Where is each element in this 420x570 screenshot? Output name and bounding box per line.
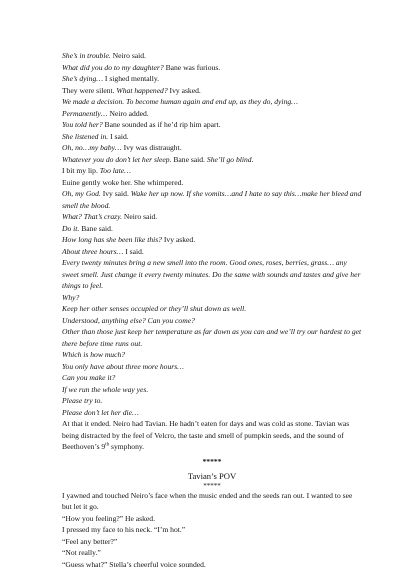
narration: symphony. [109, 442, 144, 451]
narration: They were silent. [62, 86, 116, 95]
text-line: “Guess what?” Stella’s cheerful voice sounded. [62, 559, 362, 570]
text-line: I pressed my face to his neck. “I’m hot.” [62, 524, 362, 536]
text-line [62, 96, 362, 108]
dialogue: Oh, no…my baby… [62, 143, 122, 152]
text-line [62, 303, 362, 315]
dialogue: Oh, my God. [62, 189, 101, 198]
text-paragraph: I yawned and touched Neiro’s face when the music ended and the seeds ran out. I wanted to see but let it go. [62, 490, 362, 513]
narration: Neiro added. [108, 109, 149, 118]
text-paragraph [62, 326, 362, 349]
narration: Ivy asked. [162, 235, 195, 244]
text-line [62, 223, 362, 235]
text-line: “Feel any better?” [62, 536, 362, 548]
text-line [62, 177, 362, 189]
text-line [62, 292, 362, 304]
text-paragraph [62, 257, 362, 292]
narration: Neiro said. [122, 212, 157, 221]
dialogue: She listened in. [62, 132, 108, 141]
dialogue: We made a decision. To become human again and end up, as they do, dying… [62, 97, 298, 106]
text-line [62, 131, 362, 143]
text-paragraph [62, 418, 362, 453]
narration: Ivy was distraught. [122, 143, 182, 152]
dialogue: She’s dying… [62, 74, 103, 83]
dialogue: Which is how much? [62, 350, 125, 359]
narration: Bane said. [79, 224, 113, 233]
text-line: “How you feeling?” He asked. [62, 513, 362, 525]
title-stars: ***** [62, 483, 362, 490]
narration: Bane was furious. [164, 63, 221, 72]
dialogue: Keep her other senses occupied or they’ll shut down as well. [62, 304, 246, 313]
narration: Neiro said. [111, 51, 146, 60]
dialogue: Understood, anything else? Can you come? [62, 316, 195, 325]
ordinal-suffix: th [105, 442, 109, 447]
text-line [62, 384, 362, 396]
narration: I bit my lip. [62, 166, 100, 175]
text-line [62, 73, 362, 85]
dialogue: What happened? [116, 86, 167, 95]
text-line [62, 349, 362, 361]
dialogue: Every twenty minutes bring a new smell into the room. Good ones, roses, berries, grass… any sweet smell. Just change it every twenty minutes. Do the same with sounds and tastes and give her things to feel. [62, 258, 360, 290]
story-text [62, 50, 362, 570]
text-line [62, 395, 362, 407]
dialogue: How long has she been like this? [62, 235, 162, 244]
text-line [62, 407, 362, 419]
text-line [62, 85, 362, 97]
dialogue: If we run the whole way yes. [62, 385, 148, 394]
section-title: Tavian’s POV [62, 471, 362, 483]
narration: Bane sounded as if he’d rip him apart. [103, 120, 221, 129]
text-line [62, 50, 362, 62]
text-line [62, 142, 362, 154]
narration: I said. [108, 132, 128, 141]
dialogue: What? That’s crazy. [62, 212, 122, 221]
text-line [62, 234, 362, 246]
text-paragraph [62, 188, 362, 211]
narration: Ivy said. [101, 189, 131, 198]
dialogue: Please don’t let her die… [62, 408, 139, 417]
text-line [62, 165, 362, 177]
text-line [62, 315, 362, 327]
dialogue: You told her? [62, 120, 103, 129]
text-line [62, 246, 362, 258]
text-line [62, 361, 362, 373]
narration: I sighed mentally. [103, 74, 159, 83]
narration: Euine gently woke her. She whimpered. [62, 178, 183, 187]
dialogue: She’s in trouble. [62, 51, 111, 60]
text-line [62, 372, 362, 384]
text-line [62, 119, 362, 131]
dialogue: Other than those just keep her temperature as far down as you can and we’ll try our hardest to get there before time runs out. [62, 327, 361, 348]
text-line: “Not really.” [62, 547, 362, 559]
dialogue: You only have about three more hours… [62, 362, 184, 371]
text-line [62, 154, 362, 166]
narration: Bane said. [171, 155, 206, 164]
dialogue: Too late… [100, 166, 131, 175]
text-line [62, 108, 362, 120]
dialogue: Do it. [62, 224, 79, 233]
dialogue: About three hours… [62, 247, 123, 256]
narration: At that it ended. Neiro had Tavian. He hadn’t eaten for days and was cold as stone. Tavian was being distracted by the feel of Velcro, the taste and smell of pumpkin seeds, and the sound of Beethoven’s 9 [62, 419, 349, 451]
dialogue: Wake her up now. If she vomits…and I hate to say this…make her bleed and smell the blood. [62, 189, 361, 210]
narration: Ivy asked. [168, 86, 201, 95]
text-line [62, 211, 362, 223]
text-line [62, 62, 362, 74]
dialogue: Can you make it? [62, 373, 115, 382]
section-separator: ***** [62, 456, 362, 468]
dialogue: Please try to. [62, 396, 102, 405]
dialogue: Why? [62, 293, 79, 302]
dialogue: Whatever you do don’t let her sleep. [62, 155, 171, 164]
dialogue: She’ll go blind. [207, 155, 254, 164]
narration: I said. [123, 247, 143, 256]
dialogue: What did you do to my daughter? [62, 63, 164, 72]
dialogue: Permanently… [62, 109, 108, 118]
